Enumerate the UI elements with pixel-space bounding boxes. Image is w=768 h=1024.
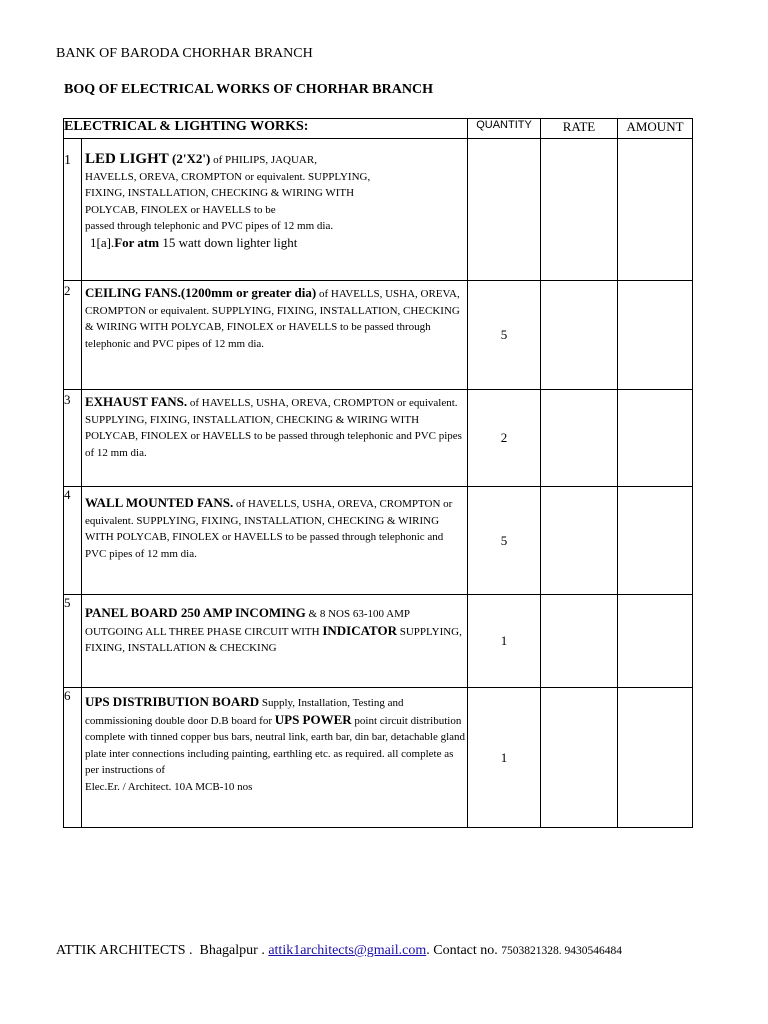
column-header-quantity: QUANTITY bbox=[468, 119, 541, 139]
column-header-description: ELECTRICAL & LIGHTING WORKS: bbox=[64, 119, 468, 139]
rate-cell bbox=[541, 281, 618, 390]
item-number: 2 bbox=[64, 281, 82, 390]
item-lead: PANEL BOARD 250 AMP INCOMING bbox=[85, 605, 306, 620]
item-lead: UPS DISTRIBUTION BOARD bbox=[85, 694, 260, 709]
table-row bbox=[64, 390, 693, 487]
item-lead: EXHAUST FANS. bbox=[85, 394, 188, 409]
table-row bbox=[64, 688, 693, 828]
item-number: 5 bbox=[64, 595, 82, 688]
bank-branch-heading: BANK OF BARODA CHORHAR BRANCH bbox=[56, 46, 313, 61]
amount-cell bbox=[618, 390, 693, 487]
table-row bbox=[64, 487, 693, 595]
quantity-cell bbox=[468, 139, 541, 281]
rate-cell bbox=[541, 595, 618, 688]
table-row bbox=[64, 595, 693, 688]
firm-city: Bhagalpur . bbox=[199, 943, 265, 958]
table-row bbox=[64, 139, 693, 281]
rate-cell bbox=[541, 139, 618, 281]
item-number: 4 bbox=[64, 487, 82, 595]
amount-cell bbox=[618, 139, 693, 281]
column-header-amount: AMOUNT bbox=[618, 119, 693, 139]
rate-cell bbox=[541, 390, 618, 487]
quantity-cell: 5 bbox=[468, 487, 541, 595]
item-subline: 1[a].For atm 15 watt down lighter light bbox=[90, 234, 298, 250]
item-description: EXHAUST FANS. of HAVELLS, USHA, OREVA, CROMPTON or equivalent. SUPPLYING, FIXING, INSTALLATION, CHECKING & WIRING WITH POLYCAB, FINOLEX or HAVELLS to be passed through telephonic and PVC pipes of 12 mm dia. bbox=[82, 390, 468, 487]
footer-contact bbox=[56, 943, 622, 959]
table-row bbox=[64, 281, 693, 390]
quantity-cell: 1 bbox=[468, 688, 541, 828]
email-link[interactable]: attik1architects@gmail.com bbox=[268, 943, 427, 958]
column-header-rate: RATE bbox=[541, 119, 618, 139]
item-number: 6 bbox=[64, 688, 82, 828]
firm-name: ATTIK ARCHITECTS . bbox=[56, 943, 193, 958]
item-description: UPS DISTRIBUTION BOARD Supply, Installation, Testing and commissioning double door D.B board for UPS POWER point circuit distribution complete with tinned copper bus bars, neutral link, earth bar, din bar, detachable gland plate inter connections including painting, earthling etc. as required. all complete as per instructions of Elec.Er. / Architect. 10A MCB-10 nos bbox=[82, 688, 468, 828]
quantity-cell: 1 bbox=[468, 595, 541, 688]
phone-numbers: 7503821328. 9430546484 bbox=[501, 945, 623, 957]
quantity-cell: 2 bbox=[468, 390, 541, 487]
table-header-row bbox=[64, 119, 693, 139]
contact-label: . Contact no. bbox=[426, 943, 498, 958]
document-title: BOQ OF ELECTRICAL WORKS OF CHORHAR BRANCH bbox=[64, 82, 433, 97]
amount-cell bbox=[618, 688, 693, 828]
item-lead: LED LIGHT bbox=[85, 151, 169, 167]
item-description: WALL MOUNTED FANS. of HAVELLS, USHA, OREVA, CROMPTON or equivalent. SUPPLYING, FIXING, INSTALLATION, CHECKING & WIRING WITH POLYCAB, FINOLEX or HAVELLS to be passed through telephonic and PVC pipes of 12 mm dia. bbox=[82, 487, 468, 595]
amount-cell bbox=[618, 281, 693, 390]
item-description: PANEL BOARD 250 AMP INCOMING & 8 NOS 63-100 AMP OUTGOING ALL THREE PHASE CIRCUIT WITH INDICATOR SUPPLYING, FIXING, INSTALLATION & CHECKING bbox=[82, 595, 468, 688]
item-description: CEILING FANS.(1200mm or greater dia) of HAVELLS, USHA, OREVA, CROMPTON or equivalent. SUPPLYING, FIXING, INSTALLATION, CHECKING & WIRING WITH POLYCAB, FINOLEX or HAVELLS to be passed through telephonic and PVC pipes of 12 mm dia. bbox=[82, 281, 468, 390]
item-number: 3 bbox=[64, 390, 82, 487]
rate-cell bbox=[541, 487, 618, 595]
item-lead: WALL MOUNTED FANS. bbox=[85, 495, 234, 510]
amount-cell bbox=[618, 487, 693, 595]
rate-cell bbox=[541, 688, 618, 828]
item-number: 1 bbox=[64, 139, 82, 281]
item-lead: CEILING FANS.(1200mm or greater dia) bbox=[85, 285, 317, 300]
boq-table bbox=[63, 118, 693, 828]
amount-cell bbox=[618, 595, 693, 688]
item-description: LED LIGHT (2'X2') of PHILIPS, JAQUAR, HAVELLS, OREVA, CROMPTON or equivalent. SUPPLYING, FIXING, INSTALLATION, CHECKING & WIRING WITH POLYCAB, FINOLEX or HAVELLS to be passed through telephonic and PVC pipes of 12 mm dia. 1[a].For atm 15 watt down lighter light bbox=[82, 139, 468, 281]
quantity-cell: 5 bbox=[468, 281, 541, 390]
